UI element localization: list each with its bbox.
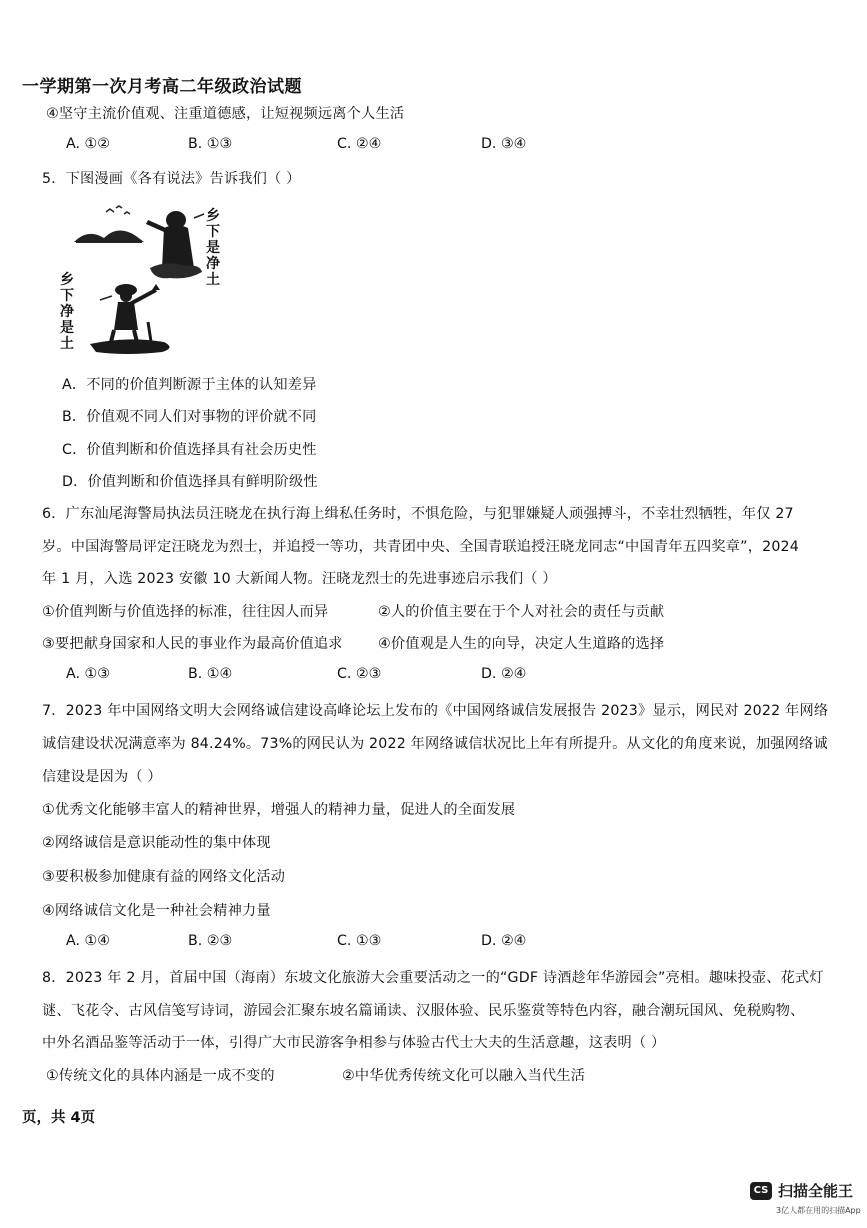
page-footer: 页，共 4页 [22,1110,96,1126]
q7-option-b: B. ②③ [188,933,233,949]
q7-stem-line-1: 7．2023 年中国网络文明大会网络诚信建设高峰论坛上发布的《中国网络诚信发展报告 2023》显示，网民对 2022 年网络 [42,703,829,719]
q7-option-a: A. ①④ [66,933,110,949]
q6-stem-line-3: 年 1 月，入选 2023 安徽 10 大新闻人物。汪晓龙烈士的先进事迹启示我们（ ） [42,571,557,587]
q4-item-4: ④坚守主流价值观、注重道德感，让短视频远离个人生活 [46,106,405,122]
q6-item-1: ①价值判断与价值选择的标准，往往因人而异 [42,604,329,620]
scanner-watermark [750,1180,853,1201]
q7-option-d: D. ②④ [481,933,527,949]
q7-item-3: ③要积极参加健康有益的网络文化活动 [42,869,286,885]
q7-item-1: ①优秀文化能够丰富人的精神世界，增强人的精神力量，促进人的全面发展 [42,802,516,818]
upper-caption: 乡下是净土 [206,208,220,288]
q6-item-4: ④价值观是人生的向导，决定人生道路的选择 [378,636,665,652]
q8-stem-line-1: 8．2023 年 2 月，首届中国（海南）东坡文化旅游大会重要活动之一的“GDF 诗酒趁年华游园会”亮相。趣味投壶、花式灯 [42,970,824,986]
q8-stem-line-2: 谜、飞花令、古风信笺写诗词，游园会汇聚东坡名篇诵读、汉服体验、民乐鉴赏等特色内容，融合潮玩国风、免税购物、 [42,1003,805,1019]
q4-option-d: D. ③④ [481,136,527,152]
q6-item-2: ②人的价值主要在于个人对社会的责任与贡献 [378,604,665,620]
q6-option-b: B. ①④ [188,666,233,682]
q7-item-4: ④网络诚信文化是一种社会精神力量 [42,903,271,919]
q6-item-3: ③要把献身国家和人民的事业作为最高价值追求 [42,636,343,652]
q7-stem-line-2: 诚信建设状况满意率为 84.24%。73%的网民认为 2022 年网络诚信状况比上年有所提升。从文化的角度来说，加强网络诚 [42,736,828,752]
q6-option-d: D. ②④ [481,666,527,682]
q8-stem-line-3: 中外名酒品鉴等活动于一体，引得广大市民游客争相参与体验古代士大夫的生活意趣，这表明（ ） [42,1035,666,1051]
lower-caption: 乡下净是土 [60,272,74,352]
q6-stem-line-2: 岁。中国海警局评定汪晓龙为烈士，并追授一等功，共青团中央、全国青联追授汪晓龙同志“中国青年五四奖章”，2024 [42,539,799,555]
watermark-brand-name: 扫描全能王 [778,1182,854,1200]
watermark-tagline: 3亿人都在用的扫描App [776,1206,861,1215]
q4-option-b: B. ①③ [188,136,233,152]
q7-item-2: ②网络诚信是意识能动性的集中体现 [42,835,271,851]
q5-option-c: C．价值判断和价值选择具有社会历史性 [62,442,317,458]
q5-option-b: B．价值观不同人们对事物的评价就不同 [62,409,317,425]
q6-option-c: C. ②③ [337,666,382,682]
q6-option-a: A. ①③ [66,666,110,682]
q5-option-a: A．不同的价值判断源于主体的认知差异 [62,377,317,393]
q7-stem-line-3: 信建设是因为（ ） [42,769,162,785]
q5-stem: 5．下图漫画《各有说法》告诉我们（ ） [42,171,301,187]
q8-item-1: ①传统文化的具体内涵是一成不变的 [46,1068,275,1084]
q4-option-a: A. ①② [66,136,110,152]
q8-item-2: ②中华优秀传统文化可以融入当代生活 [342,1068,586,1084]
q7-option-c: C. ①③ [337,933,382,949]
camscanner-logo-icon: CS [750,1182,772,1200]
page-header-title: 一学期第一次月考高二年级政治试题 [22,77,302,97]
q5-option-d: D．价值判断和价值选择具有鲜明阶级性 [62,474,318,490]
cartoon-illustration [60,198,234,356]
q6-stem-line-1: 6．广东汕尾海警局执法员汪晓龙在执行海上缉私任务时，不惧危险，与犯罪嫌疑人顽强搏斗，不幸壮烈牺牲，年仅 27 [42,506,794,522]
q4-option-c: C. ②④ [337,136,382,152]
